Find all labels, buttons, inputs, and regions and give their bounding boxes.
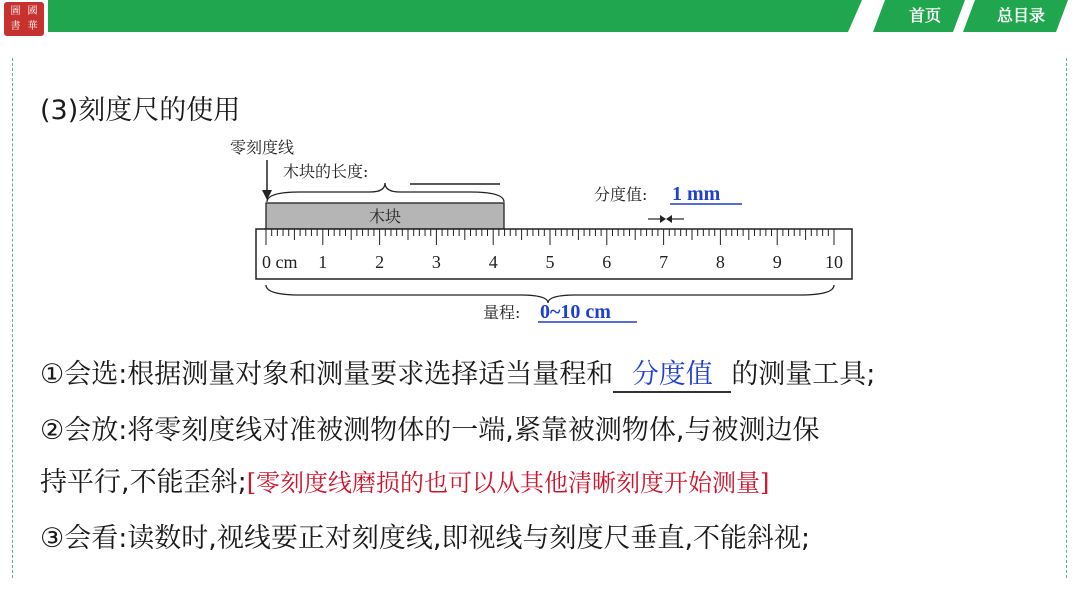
ruler-tick-label: 1 — [318, 252, 328, 272]
ruler-tick-label: 9 — [772, 252, 782, 272]
logo-char: 圖 — [10, 6, 21, 17]
text-line-4: ③会看:读数时,视线要正对刻度线,即视线与刻度尺垂直,不能斜视; — [40, 523, 811, 554]
ruler-tick-label: 4 — [488, 252, 498, 272]
logo-char: 書 — [10, 21, 21, 32]
ruler-tick-label: 3 — [431, 252, 441, 272]
arrow-head — [660, 215, 666, 223]
place-tip-continued: 持平行,不能歪斜; — [40, 467, 247, 498]
ruler-tick-label: 2 — [375, 252, 385, 272]
text-line-3 — [40, 460, 769, 499]
ruler-tick-label: 5 — [545, 252, 555, 272]
wood-block-label: 木块 — [368, 207, 402, 226]
block-length-label: 木块的长度: — [283, 162, 369, 181]
ruler-tick-label: 6 — [602, 252, 612, 272]
ruler-tick-label: 0 cm — [262, 252, 298, 272]
choose-tip-suffix: 的测量工具; — [731, 359, 876, 390]
text-line-2: ②会放:将零刻度线对准被测物体的一端,紧靠被测物体,与被测边保 — [40, 415, 820, 446]
ruler-tick-label: 10 — [825, 252, 843, 272]
logo-char: 華 — [27, 21, 38, 32]
home-button[interactable]: 首页 — [908, 6, 941, 25]
table-of-contents-button[interactable]: 总目录 — [996, 6, 1045, 25]
arrow-head — [262, 190, 272, 200]
answer-blank: 分度值 — [613, 352, 731, 393]
division-label: 分度值: — [594, 185, 648, 204]
range-value: 0~10 cm — [540, 301, 611, 323]
zero-line-label: 零刻度线 — [230, 138, 295, 157]
division-value: 1 mm — [672, 183, 721, 205]
range-label: 量程: — [483, 303, 521, 322]
section-title: (3)刻度尺的使用 — [40, 95, 241, 126]
ruler-tick-label: 8 — [715, 252, 725, 272]
block-length-brace — [267, 183, 504, 202]
choose-tip-prefix: ①会选:根据测量对象和测量要求选择适当量程和 — [40, 359, 614, 390]
arrow-head — [666, 215, 672, 223]
logo-char: 國 — [27, 6, 38, 17]
text-line-1 — [40, 352, 875, 393]
ruler-tick-label: 7 — [659, 252, 669, 272]
worn-zero-note: [零刻度线磨损的也可以从其他清晰刻度开始测量] — [246, 469, 770, 497]
